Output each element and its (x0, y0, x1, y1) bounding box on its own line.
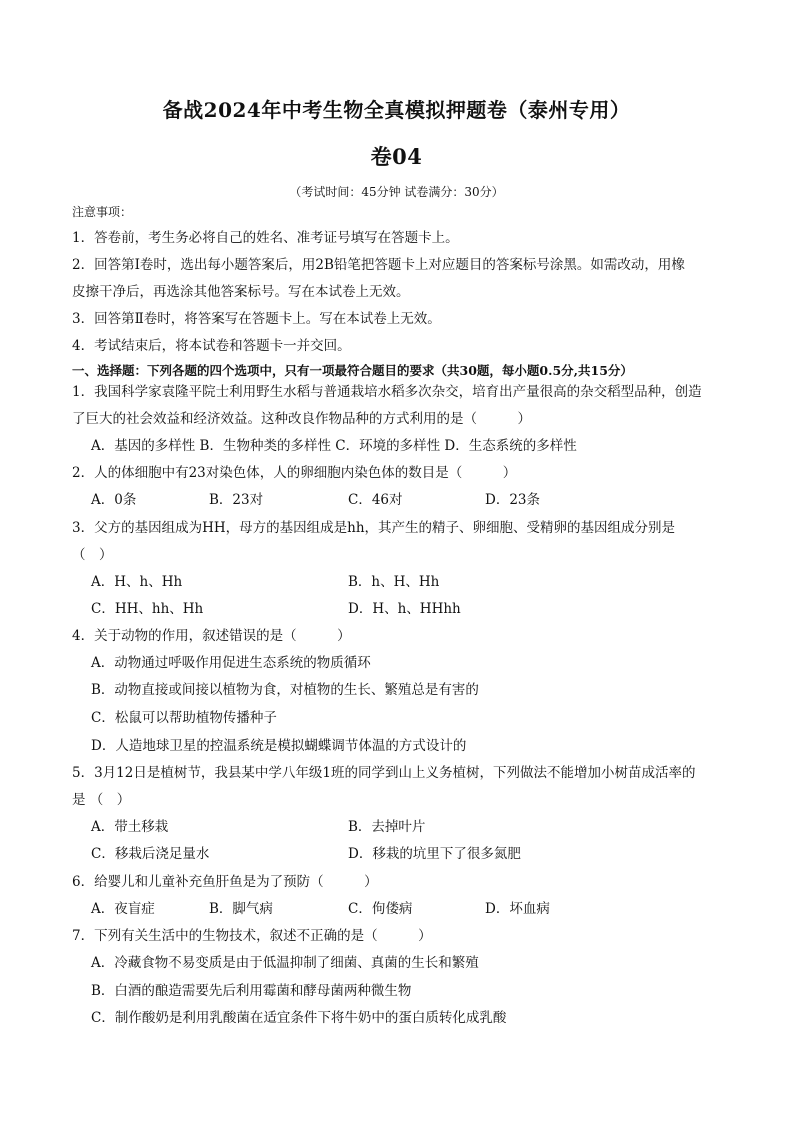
option-c: C．46对 (348, 492, 403, 508)
exam-subtitle: 卷04 (370, 144, 423, 169)
question-3-stem: 3．父方的基因组成为HH，母方的基因组成是hh，其产生的精子、卵细胞、受精卵的基因组成分别是 (72, 520, 676, 536)
question-5-stem: 5．3月12日是植树节，我县某中学八年级1班的同学到山上义务植树，下列做法不能增加小树苗成活率的 (72, 765, 696, 781)
option-a: A．H、h、Hh (91, 574, 183, 590)
section-heading: 一、选择题：下列各题的四个选项中，只有一项最符合题目的要求（共30题，每小题0.5分,共15分） (72, 363, 633, 378)
option-c: C．移栽后浇足量水 (91, 846, 210, 862)
question-5-stem: 是 （ ） (72, 792, 131, 808)
option-d: D．坏血病 (485, 901, 550, 917)
option-d: D．H、h、HHhh (348, 601, 461, 617)
question-1-stem: 1．我国科学家袁隆平院士利用野生水稻与普通栽培水稻多次杂交，培育出产量很高的杂交稻型品种，创造 (72, 384, 702, 400)
exam-title: 备战2024年中考生物全真模拟押题卷（泰州专用） (162, 98, 631, 122)
option-a: A．夜盲症 (91, 901, 155, 917)
option-b: B．23对 (209, 492, 264, 508)
option-c: C．松鼠可以帮助植物传播种子 (91, 710, 277, 726)
option-c: C．HH、hh、Hh (91, 601, 204, 617)
question-2-stem: 2．人的体细胞中有23对染色体，人的卵细胞内染色体的数目是（ ） (72, 465, 517, 481)
option-b: B．动物直接或间接以植物为食，对植物的生长、繁殖总是有害的 (91, 682, 479, 698)
exam-info: （考试时间：45分钟 试卷满分：30分） (289, 185, 504, 199)
question-1-stem: 了巨大的社会效益和经济效益。这种改良作物品种的方式利用的是（ ） (72, 411, 531, 427)
notice-item: 2．回答第Ⅰ卷时，选出每小题答案后，用2B铅笔把答题卡上对应题目的答案标号涂黑。如需改动，用橡 (72, 257, 685, 273)
option-a: A．带土移栽 (91, 819, 169, 835)
option-a: A．0条 (91, 492, 137, 508)
option-d: D．人造地球卫星的控温系统是模拟蝴蝶调节体温的方式设计的 (91, 738, 467, 754)
question-3-stem: （ ） (72, 547, 113, 563)
option-b: B．白酒的酿造需要先后利用霉菌和酵母菌两种微生物 (91, 983, 412, 999)
question-1-options: A．基因的多样性 B．生物种类的多样性 C．环境的多样性 D．生态系统的多样性 (91, 438, 577, 454)
option-c: C．制作酸奶是利用乳酸菌在适宜条件下将牛奶中的蛋白质转化成乳酸 (91, 1010, 507, 1026)
option-b: B．脚气病 (209, 901, 273, 917)
option-d: D．23条 (485, 492, 541, 508)
option-a: A．动物通过呼吸作用促进生态系统的物质循环 (91, 655, 371, 671)
option-c: C．佝偻病 (348, 901, 413, 917)
notice-item: 3．回答第Ⅱ卷时，将答案写在答题卡上。写在本试卷上无效。 (72, 311, 441, 327)
option-a: A．冷藏食物不易变质是由于低温抑制了细菌、真菌的生长和繁殖 (91, 955, 479, 971)
notice-heading: 注意事项： (72, 205, 133, 219)
question-6-stem: 6．给婴儿和儿童补充鱼肝鱼是为了预防（ ） (72, 874, 378, 890)
option-d: D．移栽的坑里下了很多氮肥 (348, 846, 521, 862)
notice-item: 皮擦干净后，再选涂其他答案标号。写在本试卷上无效。 (72, 284, 410, 300)
question-7-stem: 7．下列有关生活中的生物技术，叙述不正确的是（ ） (72, 928, 432, 944)
option-b: B．去掉叶片 (348, 819, 426, 835)
option-b: B．h、H、Hh (348, 574, 440, 590)
notice-item: 1．答卷前，考生务必将自己的姓名、准考证号填写在答题卡上。 (72, 230, 459, 246)
notice-item: 4．考试结束后，将本试卷和答题卡一并交回。 (72, 338, 351, 354)
question-4-stem: 4．关于动物的作用，叙述错误的是（ ） (72, 628, 351, 644)
